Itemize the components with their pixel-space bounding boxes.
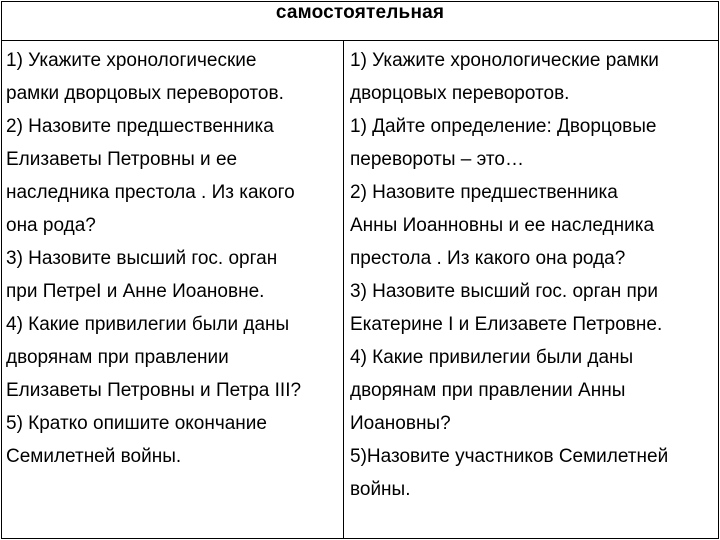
question-line: войны. [350,479,411,500]
question-line: 2) Назовите предшественника [350,182,618,203]
question-line: наследника престола . Из какого [6,182,295,203]
question-line: при ПетреI и Анне Иоановне. [6,281,265,302]
question-line: дворянам при правлении [6,347,229,368]
variant-left-cell [2,41,344,539]
question-line: рамки дворцовых переворотов. [6,83,284,104]
question-line: Екатерине I и Елизавете Петровне. [350,314,663,335]
question-line: 3) Назовите высший гос. орган при [350,281,658,302]
question-line: 5) Кратко опишите окончание [6,413,267,434]
table-header-row [2,2,719,41]
question-line: Елизаветы Петровны и Петра III? [6,380,302,401]
question-line: 2) Назовите предшественника [6,116,274,137]
question-line: 1) Укажите хронологические [6,50,257,71]
question-line: Иоановны? [350,413,451,434]
question-line: 4) Какие привилегии были даны [350,347,634,368]
table-title: самостоятельная [2,2,719,41]
variant-right-cell [344,41,719,539]
table-body-row [2,41,719,539]
question-line: 4) Какие привилегии были даны [6,314,290,335]
question-line: дворянам при правлении Анны [350,380,626,401]
question-line: перевороты – это… [350,149,524,170]
question-line: Анны Иоанновны и ее наследника [350,215,655,236]
variant-right-questions [344,41,718,506]
question-line: Елизаветы Петровны и ее [6,149,238,170]
question-line: Семилетней войны. [6,446,182,467]
question-line: она рода? [6,215,96,236]
question-line: престола . Из какого она рода? [350,248,626,269]
question-line: дворцовых переворотов. [350,83,570,104]
question-line: 5)Назовите участников Семилетней [350,446,669,467]
variant-left-questions [2,41,343,473]
tasks-table [1,1,719,539]
question-line: 1) Укажите хронологические рамки [350,50,659,71]
question-line: 1) Дайте определение: Дворцовые [350,116,657,137]
question-line: 3) Назовите высший гос. орган [6,248,278,269]
